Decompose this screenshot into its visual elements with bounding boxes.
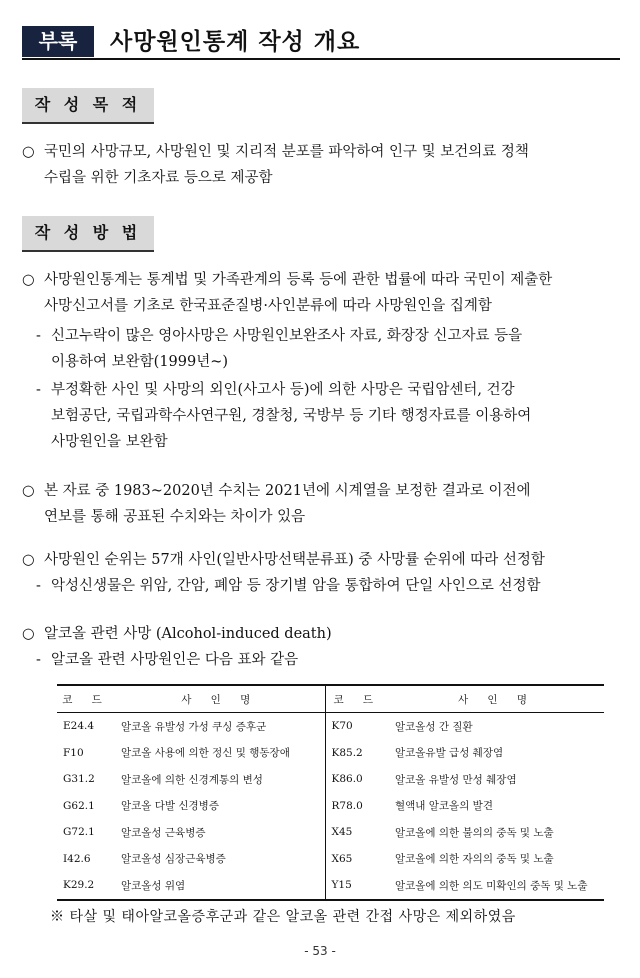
method-sub-1 bbox=[36, 323, 622, 375]
footnote: ※ 타살 및 태아알코올증후군과 같은 알코올 관련 간접 사망은 제외하였음 bbox=[50, 909, 516, 925]
table-row bbox=[57, 846, 604, 873]
header-cause-1: 사 인 명 bbox=[115, 685, 325, 713]
cause-cell: 알코올성 심장근육병증 bbox=[121, 853, 226, 866]
dash-mark: - bbox=[36, 328, 41, 344]
dash-mark: - bbox=[36, 652, 41, 668]
method-bullet-1 bbox=[22, 267, 622, 319]
table-row bbox=[57, 819, 604, 846]
header-code-2: 코 드 bbox=[325, 685, 389, 713]
method-s3-line-1: 악성신생물은 위암, 간암, 폐암 등 장기별 암을 통합하여 단일 사인으로 선정함 bbox=[51, 578, 541, 594]
method-sub-4 bbox=[36, 647, 622, 673]
alcohol-causes-table bbox=[57, 684, 604, 901]
method-s1-line-2: 이용하여 보완함(1999년~) bbox=[51, 354, 229, 370]
code-cell: X65 bbox=[325, 846, 389, 873]
page-number: - 53 - bbox=[304, 944, 336, 958]
header-divider bbox=[22, 58, 620, 60]
page-title: 사망원인통계 작성 개요 bbox=[110, 29, 361, 55]
method-s4-line-1: 알코올 관련 사망원인은 다음 표와 같음 bbox=[51, 652, 299, 668]
cause-cell: 알코올 사용에 의한 정신 및 행동장애 bbox=[121, 747, 290, 760]
purpose-line-1: 국민의 사망규모, 사망원인 및 지리적 분포를 파악하여 인구 및 보건의료 정책 bbox=[44, 144, 529, 160]
table-row bbox=[57, 766, 604, 793]
method-s1-line-1: 신고누락이 많은 영아사망은 사망원인보완조사 자료, 화장장 신고자료 등을 bbox=[51, 328, 523, 344]
code-cell: G31.2 bbox=[63, 773, 95, 786]
code-cell: Y15 bbox=[325, 872, 389, 900]
method-s2-line-1: 부정확한 사인 및 사망의 외인(사고사 등)에 의한 사망은 국립암센터, 건강 bbox=[51, 382, 515, 398]
cause-cell: 알코올에 의한 신경계통의 변성 bbox=[121, 773, 263, 786]
code-cell: E24.4 bbox=[63, 720, 95, 733]
method-b1-line-2: 사망신고서를 기초로 한국표준질병·사인분류에 따라 사망원인을 집계함 bbox=[44, 298, 492, 314]
bullet-mark: ○ bbox=[22, 144, 35, 160]
method-b2-line-2: 연보를 통해 공표된 수치와는 차이가 있음 bbox=[44, 509, 306, 525]
code-cell: I42.6 bbox=[63, 852, 91, 865]
method-s2-line-2: 보험공단, 국립과학수사연구원, 경찰청, 국방부 등 기타 행정자료를 이용하여 bbox=[51, 408, 532, 424]
cause-cell: 알코올성 위염 bbox=[115, 872, 325, 900]
dash-mark: - bbox=[36, 578, 41, 594]
cause-cell: 알코올에 의한 불의의 중독 및 노출 bbox=[395, 826, 554, 839]
method-bullet-4 bbox=[22, 621, 622, 647]
method-bullet-3 bbox=[22, 547, 622, 573]
method-sub-2 bbox=[36, 377, 622, 455]
cause-cell: 알코올성 간 질환 bbox=[395, 720, 473, 733]
cause-cell: 알코올에 의한 자의의 중독 및 노출 bbox=[395, 853, 554, 866]
code-cell: X45 bbox=[325, 819, 389, 846]
cause-cell: 알코올성 근육병증 bbox=[121, 826, 206, 839]
method-b1-line-1: 사망원인통계는 통계법 및 가족관계의 등록 등에 관한 법률에 따라 국민이 제출한 bbox=[44, 272, 553, 288]
dash-mark: - bbox=[36, 382, 41, 398]
table-header-row bbox=[57, 685, 604, 713]
bullet-mark: ○ bbox=[22, 272, 35, 288]
method-b4-line-1: 알코올 관련 사망 (Alcohol-induced death) bbox=[44, 626, 332, 642]
table-row bbox=[57, 713, 604, 740]
code-cell: G62.1 bbox=[63, 799, 95, 812]
cause-cell: 알코올 유발성 만성 췌장염 bbox=[395, 773, 517, 786]
code-cell: K85.2 bbox=[325, 740, 389, 767]
table-row bbox=[57, 793, 604, 820]
cause-cell: 혈액내 알코올의 발견 bbox=[395, 800, 493, 813]
method-b3-line-1: 사망원인 순위는 57개 사인(일반사망선택분류표) 중 사망률 순위에 따라 선정함 bbox=[44, 552, 545, 568]
bullet-mark: ○ bbox=[22, 552, 35, 568]
code-cell: K70 bbox=[325, 713, 389, 740]
appendix-badge: 부록 bbox=[22, 26, 94, 57]
code-cell: K29.2 bbox=[57, 872, 115, 900]
method-bullet-2 bbox=[22, 478, 622, 530]
method-sub-3 bbox=[36, 573, 622, 599]
cause-cell: 알코올에 의한 의도 미확인의 중독 및 노출 bbox=[389, 872, 604, 900]
cause-cell: 알코올 다발 신경병증 bbox=[121, 800, 219, 813]
cause-cell: 알코올 유발성 가성 쿠싱 증후군 bbox=[121, 720, 267, 733]
bullet-mark: ○ bbox=[22, 483, 35, 499]
table-row bbox=[57, 872, 604, 900]
method-s2-line-3: 사망원인을 보완함 bbox=[51, 434, 168, 450]
code-cell: R78.0 bbox=[325, 793, 389, 820]
cause-cell: 알코올유발 급성 췌장염 bbox=[395, 747, 504, 760]
section-heading-method: 작 성 방 법 bbox=[22, 216, 154, 252]
purpose-line-2: 수립을 위한 기초자료 등으로 제공함 bbox=[44, 170, 273, 186]
code-cell: K86.0 bbox=[325, 766, 389, 793]
code-cell: F10 bbox=[63, 746, 84, 759]
code-cell: G72.1 bbox=[63, 826, 95, 839]
header-code-1: 코 드 bbox=[57, 685, 115, 713]
header-cause-2: 사 인 명 bbox=[389, 685, 604, 713]
purpose-bullet bbox=[22, 139, 622, 191]
bullet-mark: ○ bbox=[22, 626, 35, 642]
table-row bbox=[57, 740, 604, 767]
method-b2-line-1: 본 자료 중 1983~2020년 수치는 2021년에 시계열을 보정한 결과로 이전에 bbox=[44, 483, 531, 499]
section-heading-purpose: 작 성 목 적 bbox=[22, 88, 154, 124]
